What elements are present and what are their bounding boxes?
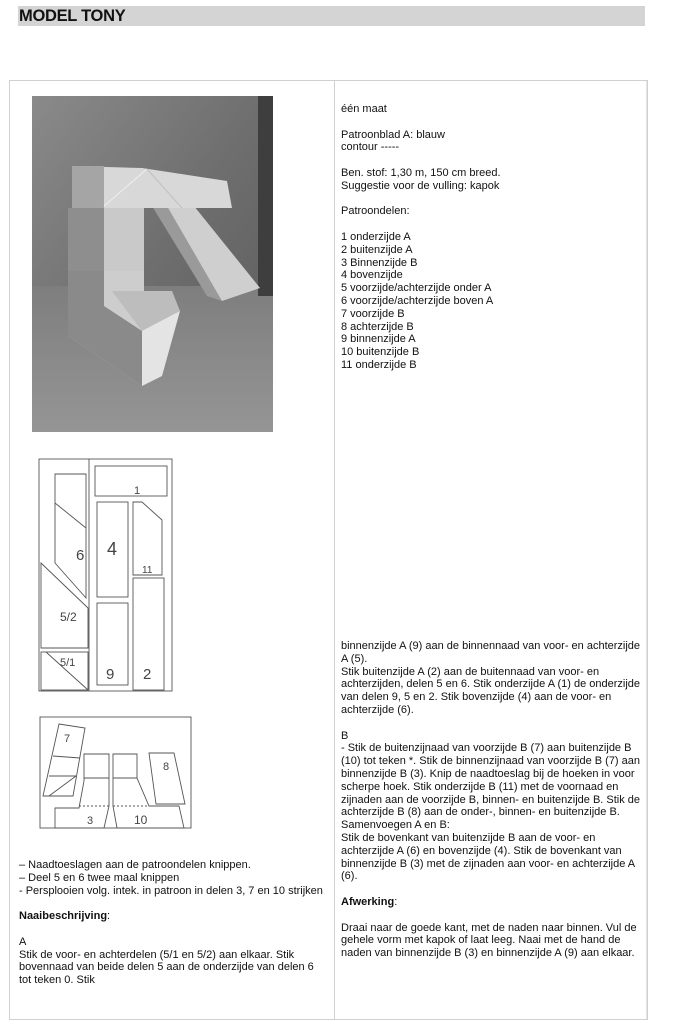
note-item: – Naadtoeslagen aan de patroondelen knippen. [19,859,251,871]
pattern-label-7: 7 [64,733,71,745]
note-item: – Deel 5 en 6 twee maal knippen [19,871,180,884]
join-text: Stik de bovenkant van buitenzijde B aan de voor- en achterzijde A (6) en bovenzijde (4). Stik de bovenkant van binnenzijde B (3) met de zijnaden aan voor- en achterzijde A (6). [341,831,635,883]
pattern-label-2: 2 [143,666,152,683]
section-b-text: - Stik de buitenzijnaad van voorzijde B (7) aan buitenzijde B (10) tot teken *. Stik de binnenzijnaad van voorzijde B (7) aan binnenzijde B (3). Knip de naadtoeslag bij de hoeken in voor scherpe hoek. Stik onderzijde B (11) met de voornaad en zijnaden aan de voorzijde B, binnen- en buitenzijde B. Stik de achterzijde B (8) aan de onder-, binnen- en buitenzijde B. [341,742,641,819]
pattern-label-4: 4 [107,539,118,559]
right-instructions [341,640,641,960]
part-item: 10 buitenzijde B [341,346,420,359]
pattern-label-10: 10 [134,813,148,827]
pattern-piece-1 [95,466,167,496]
title-bar [18,6,645,26]
model-photo-image [32,96,273,432]
page-title: MODEL TONY [19,7,126,25]
part-item: 5 voorzijde/achterzijde onder A [341,282,492,295]
section-a-text: Stik de voor- en achterdelen (5/1 en 5/2) aan elkaar. Stik bovennaad van beide delen 5 aan de onderzijde van delen 6 tot teken 0. Stik [19,948,314,987]
pattern-piece-10 [113,754,184,828]
left-instructions [19,859,329,987]
pattern-sheet-1 [38,458,173,692]
part-item: 9 binnenzijde A [341,333,416,346]
table-edge [646,81,647,1019]
size-text: één maat [341,103,387,115]
pattern-piece-3 [55,754,109,828]
right-specifications [341,103,641,372]
pattern-label-1: 1 [134,485,141,497]
continuation-a-1: binnenzijde A (9) aan de binnennaad van voor- en achterzijde A (5). [341,640,641,665]
pattern-piece-6 [55,474,86,598]
join-heading: Samenvoegen A en B: [341,819,450,832]
part-item: 8 achterzijde B [341,320,414,333]
fabric-text: Ben. stof: 1,30 m, 150 cm breed. [341,166,501,179]
pattern-label-3: 3 [87,815,94,827]
part-item: 3 Binnenzijde B [341,256,418,269]
part-item: 1 onderzijde A [341,230,411,243]
finish-text: Draai naar de goede kant, met de naden naar binnen. Vul de gehele vorm met kapok of laat leeg. Naai met de hand de naden van binnenzijde B (3) en binnenzijde A (9) aan elkaar. [341,921,637,960]
note-item: - Persplooien volg. intek. in patroon in delen 3, 7 en 10 strijken [19,884,323,897]
content-table [9,80,648,1020]
model-photo [32,96,273,432]
parts-heading: Patroondelen: [341,205,410,218]
pattern-label-8: 8 [163,761,170,773]
pattern-piece-5-2 [41,563,88,648]
pattern-label-6: 6 [76,547,85,564]
section-a-label: A [19,935,27,948]
filling-text: Suggestie voor de vulling: kapok [341,179,500,192]
part-item: 6 voorzijde/achterzijde boven A [341,294,494,307]
part-item: 11 onderzijde B [341,358,417,371]
column-divider [334,81,335,1019]
part-item: 4 bovenzijde [341,269,403,282]
part-item: 7 voorzijde B [341,307,405,320]
pattern-label-11: 11 [142,565,153,576]
pattern-label-5-2: 5/2 [60,610,77,624]
pattern-sheet-text: Patroonblad A: blauw [341,128,445,141]
pattern-label-5-1: 5/1 [60,657,76,669]
pattern-label-9: 9 [106,666,115,683]
contour-text: contour ----- [341,141,400,154]
continuation-a-2: Stik buitenzijde A (2) aan de buitennaad van voor- en achterzijden, delen 5 en 6. Stik onderzijde A (1) de onderzijde van delen 9, 5 en 2. Stik bovenzijde (4) aan de voor- en achterzijde (6). [341,665,641,716]
pattern-sheet-2 [39,716,192,829]
section-b-label: B [341,729,349,742]
part-item: 2 buitenzijde A [341,243,413,256]
sewing-heading: Naaibeschrijving: [19,910,111,923]
finish-heading: Afwerking: [341,895,398,908]
